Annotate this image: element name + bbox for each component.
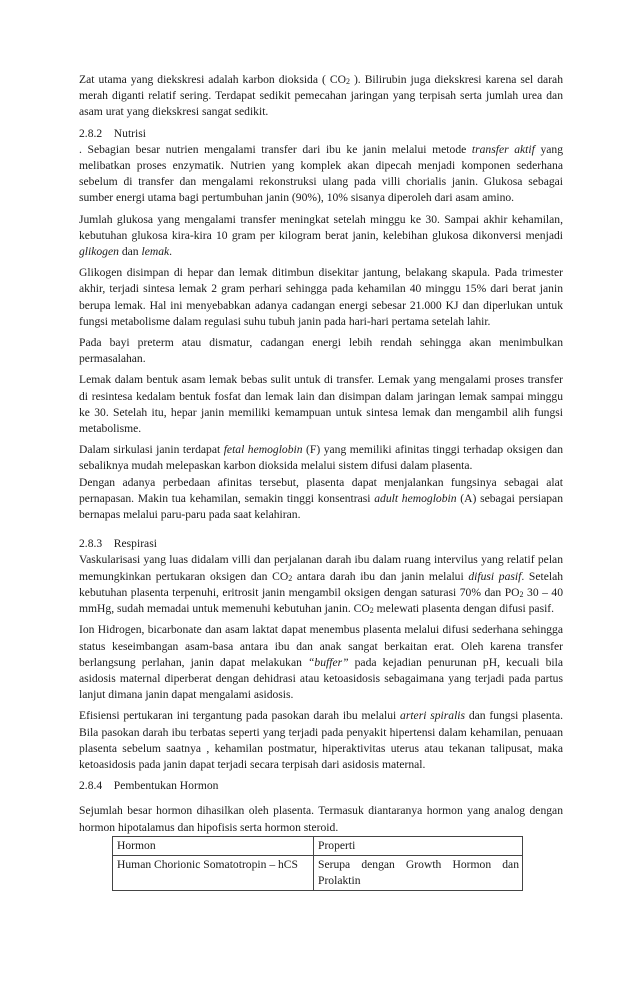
hormone-table: [112, 836, 523, 892]
document-page: [79, 72, 563, 891]
paragraph-hormones: Sejumlah besar hormon dihasilkan oleh plasenta. Termasuk diantaranya hormon yang analog dengan hormon hipotalamus dan hipofisis serta hormon steroid.: [79, 804, 563, 834]
table-header-row: [113, 836, 523, 855]
paragraph-fetal-hemoglobin: Dalam sirkulasi janin terdapat fetal hemoglobin (F) yang memiliki afinitas tinggi terhadap oksigen dan sebaliknya mudah melepaskan karbon dioksida melalui sistem difusi dalam plasenta.: [79, 443, 564, 473]
paragraph-efficiency: Efisiensi pertukaran ini tergantung pada pasokan darah ibu melalui arteri spiralis dan fungsi plasenta. Bila pasokan darah ibu terbatas seperti yang terjadi pada penyakit hipertensi dalam kehamilan, penuaan plasenta sebelum saatnya , kehamilan postmatur, hiperaktivitas uterus atau tekanan talipusat, maka ketoasidosis pada janin dapat terjadi secara terpisah dari asidosis maternal.: [79, 709, 563, 771]
table-header-cell: Properti: [314, 836, 523, 855]
paragraph-adult-hemoglobin: Dengan adanya perbedaan afinitas tersebut, plasenta dapat menjalankan fungsinya sebagai alat pernapasan. Makin tua kehamilan, semakin tinggi konsentrasi adult hemoglobin (A) sebagai persiapan bernapas melalui paru-paru pada saat kelahiran.: [79, 475, 563, 522]
paragraph-glucose: Jumlah glukosa yang mengalami transfer meningkat setelah minggu ke 30. Sampai akhir kehamilan, kebutuhan glukosa kira-kira 10 gram per kilogram berat janin, kelebihan glukosa dikonversi menjadi glikogen dan lemak.: [79, 212, 563, 259]
paragraph-glycogen: Glikogen disimpan di hepar dan lemak ditimbun disekitar jantung, belakang skapula. Pada trimester akhir, terjadi sintesa lemak 2 gram perhari sehingga pada kehamilan 40 minggu 15% dari berat janin berupa lemak. Hal ini menyebabkan adanya cadangan energi sebesar 21.000 KJ dan diperlukan untuk fungsi metabolisme dalam regulasi suhu tubuh janin pada hari-hari pertama setelah lahir.: [79, 266, 563, 328]
table-header-cell: Hormon: [113, 836, 314, 855]
table-cell: Serupa dengan Growth Hormon dan Prolaktin: [314, 855, 523, 890]
section-heading-respirasi: 2.8.3 Respirasi: [79, 537, 157, 551]
paragraph-excretion: Zat utama yang diekskresi adalah karbon dioksida ( $CO_2$ ). Bilirubin juga diekskresi karena sel darah merah diganti relatif sering. Terdapat sedikit pemecahan jaringan yang terpisah serta jumlah urea dan asam urat yang diekskresi sangat sedikit.: [79, 73, 563, 119]
paragraph-acid-base: Ion Hidrogen, bicarbonate dan asam laktat dapat menembus plasenta melalui difusi sederhana sehingga status keseimbangan asam-basa antara ibu dan anak sangat berkaitan erat. Oleh karena transfer berlangsung perlahan, janin dapat melakukan “buffer” pada kejadian penurunan pH, kecuali bila asidosis maternal diperberat dengan dehidrasi atau ketoasidosis sebagaimana yang terjadi pada partus lanjut dimana janin dapat mengalami asidosis.: [79, 623, 563, 702]
table-row: [113, 855, 523, 890]
section-heading-hormon: 2.8.4 Pembentukan Hormon: [79, 779, 219, 793]
paragraph-fat: Lemak dalam bentuk asam lemak bebas sulit untuk di transfer. Lemak yang mengalami proses transfer di resintesa kedalam bentuk fosfat dan lemak lain dan disimpan dalam jaringan lemak sampai minggu ke 30. Setelah itu, hepar janin memiliki kemampuan untuk sintesa lemak dan mengambil alih fungsi metabolisme.: [79, 373, 563, 436]
paragraph-respiration: Vaskularisasi yang luas didalam villi dan perjalanan darah ibu dalam ruang intervilus yang relatif pelan memungkinkan pertukaran oksigen dan $CO_2$ antara darah ibu dan janin melalui difusi pasif. Setelah kebutuhan plasenta terpenuhi, eritrosit janin mengambil oksigen dengan saturasi 70% dan $PO_2$ 30 – 40 mmHg, sudah memadai untuk memenuhi kebutuhan janin. $CO_2$ melewati plasenta dengan difusi pasif.: [79, 553, 564, 616]
table-cell: Human Chorionic Somatotropin – hCS: [113, 855, 314, 890]
paragraph-preterm: Pada bayi preterm atau dismatur, cadangan energi lebih rendah sehingga akan menimbulkan permasalahan.: [79, 336, 563, 366]
section-heading-nutrisi: 2.8.2 Nutrisi: [79, 126, 146, 140]
paragraph-nutrient-transfer: . Sebagian besar nutrien mengalami transfer dari ibu ke janin melalui metode transfer aktif yang melibatkan proses enzymatik. Nutrien yang komplek akan dipecah menjadi komponen sederhana sebelum di transfer dan mengalami rekonstruksi ulang pada villi chorialis janin. Glukosa sebagai sumber energi utama bagi pertumbuhan janin (90%), 10% sisanya diperoleh dari asam amino.: [79, 142, 563, 205]
